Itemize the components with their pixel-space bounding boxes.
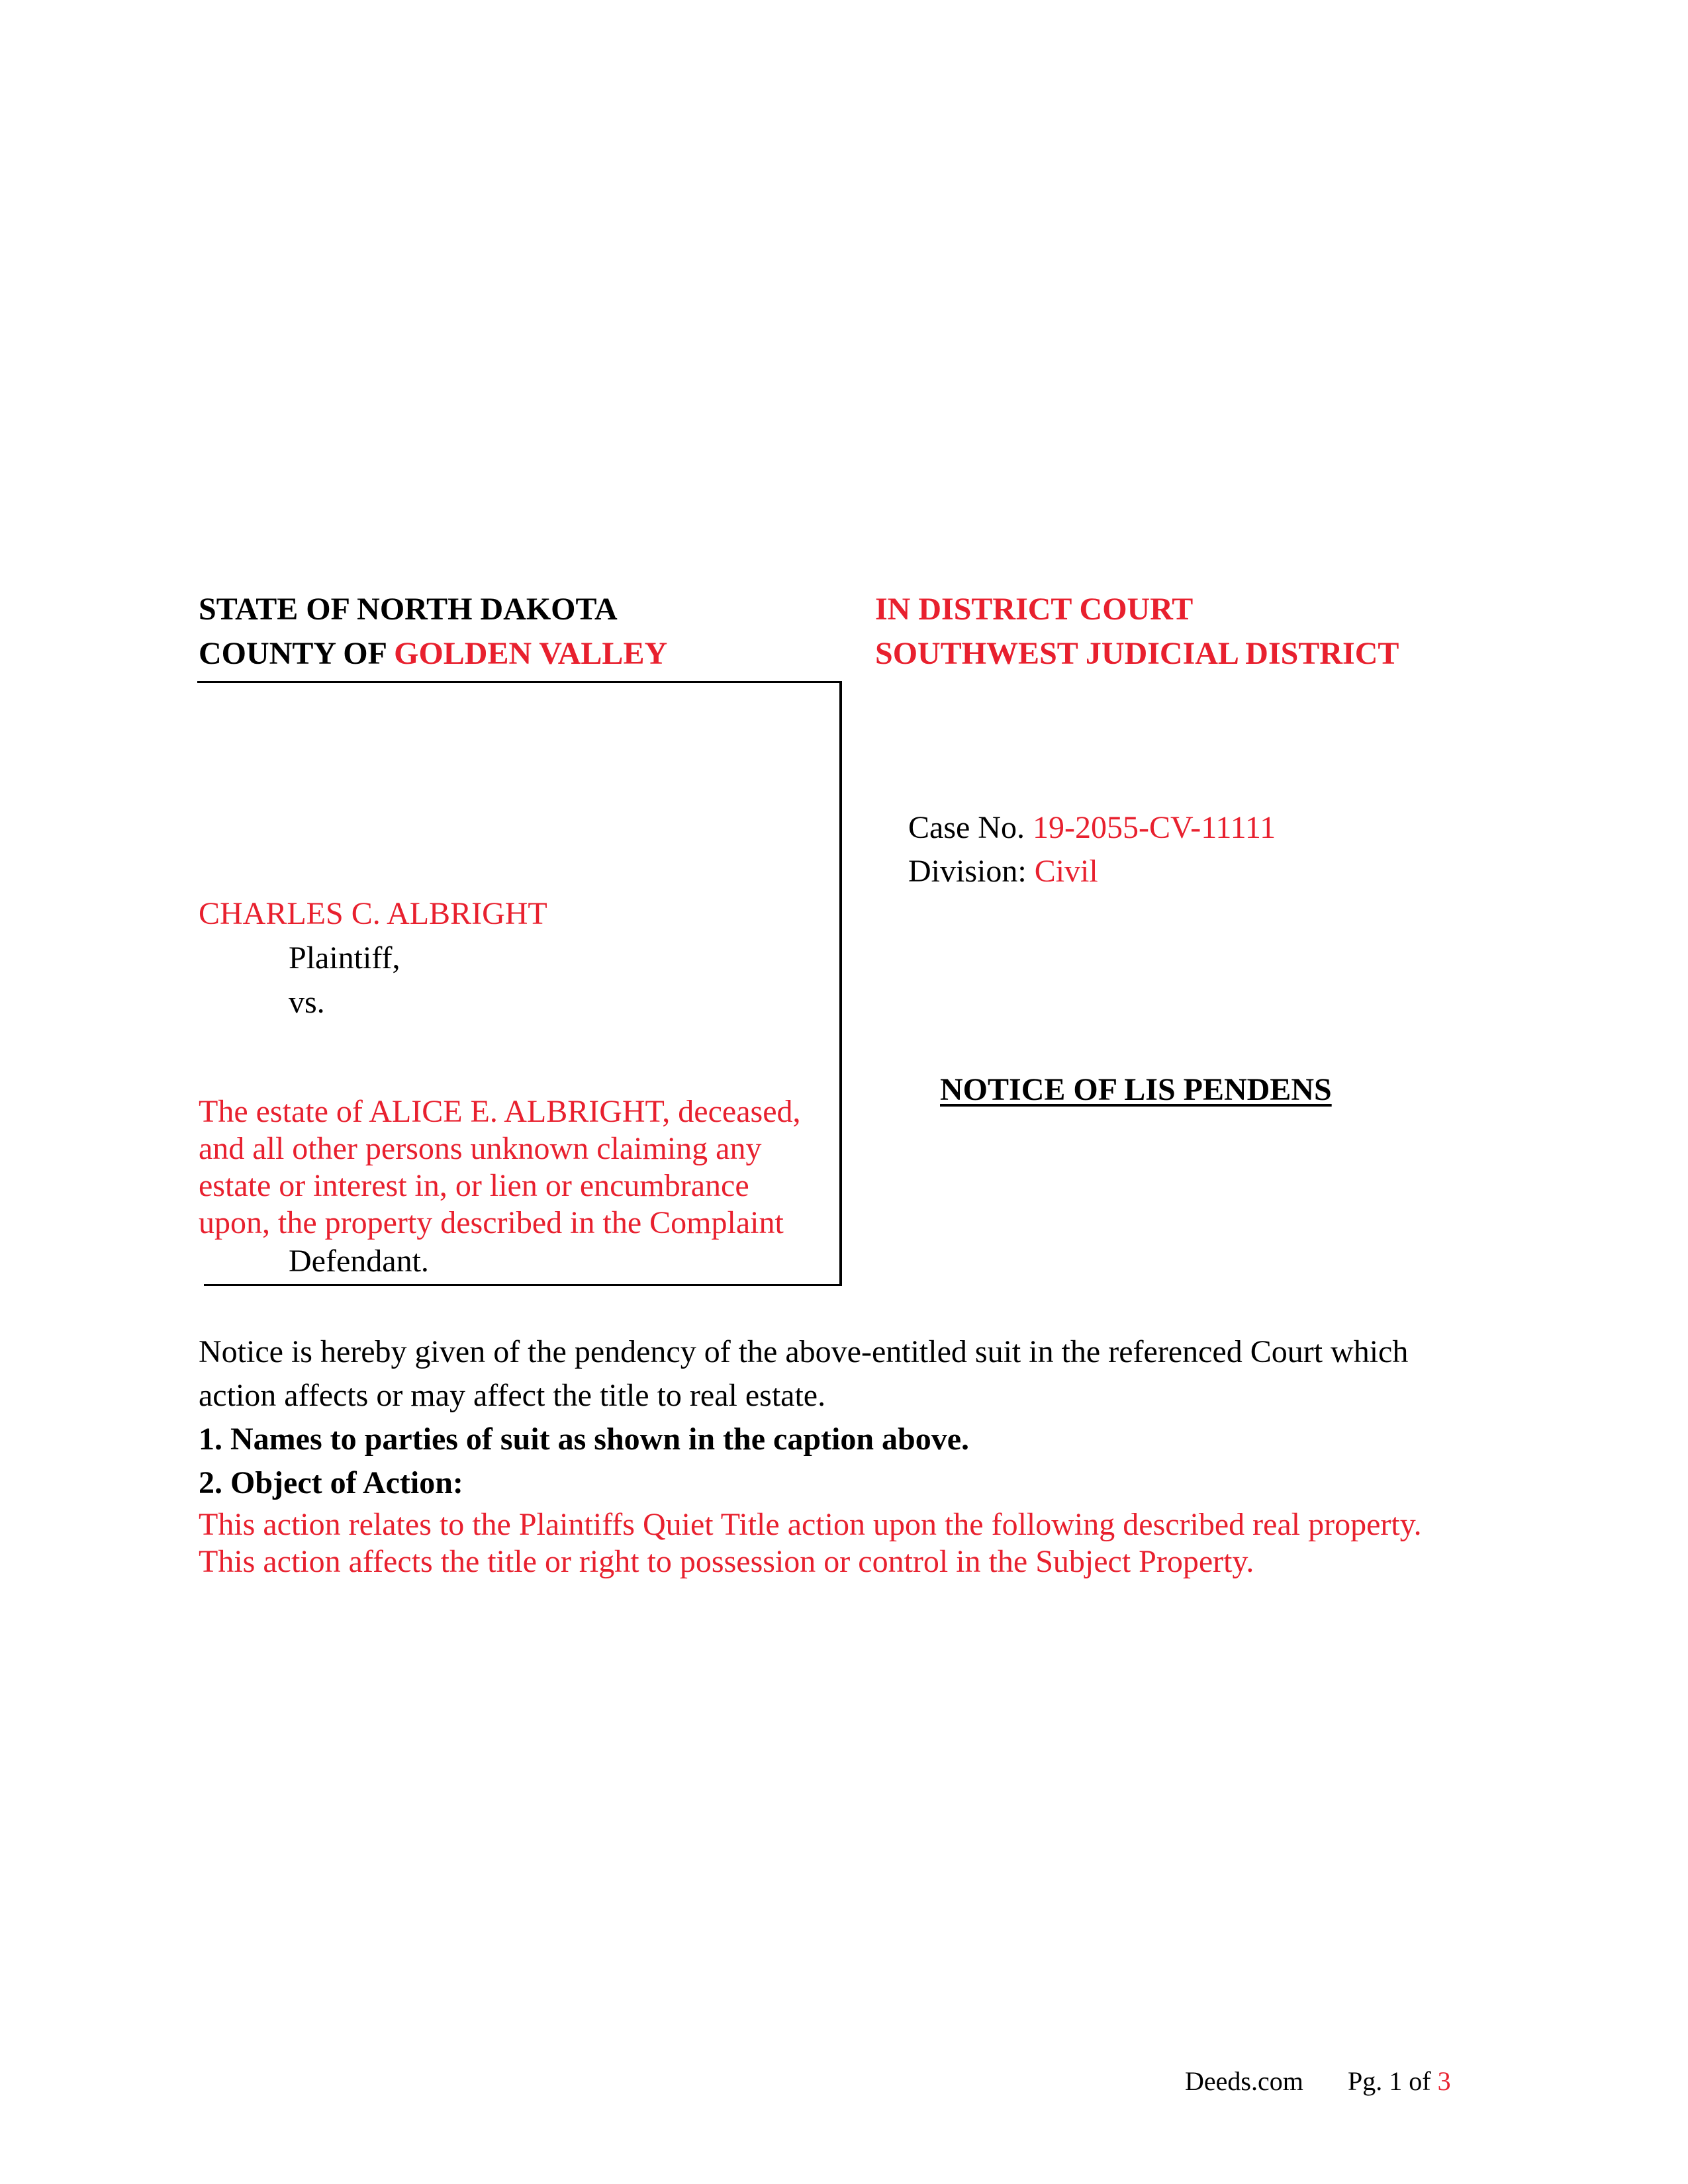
item-parties: 1. Names to parties of suit as shown in the caption above.: [199, 1422, 970, 1457]
county-label: COUNTY OF: [199, 636, 387, 671]
object-line: This action relates to the Plaintiffs Quiet Title action upon the following described real property.: [199, 1507, 1422, 1542]
versus-label: vs.: [289, 985, 325, 1020]
defendant-line: and all other persons unknown claiming any: [199, 1131, 762, 1166]
item-object: 2. Object of Action:: [199, 1465, 463, 1500]
defendant-label: Defendant.: [289, 1244, 429, 1279]
footer-brand: Deeds.com: [1185, 2066, 1303, 2096]
defendant-line: estate or interest in, or lien or encumbrance: [199, 1168, 749, 1203]
case-number: 19-2055-CV-11111: [1032, 810, 1276, 845]
case-number-line: [908, 806, 1276, 850]
caption-vertical-rule: [839, 683, 842, 1285]
notice-line-2: action affects or may affect the title to real estate.: [199, 1378, 826, 1413]
district-heading: SOUTHWEST JUDICIAL DISTRICT: [875, 636, 1399, 671]
county-heading: [199, 632, 667, 676]
page-current: 1: [1389, 2066, 1403, 2096]
defendant-line: The estate of ALICE E. ALBRIGHT, deceased,: [199, 1094, 801, 1129]
object-line: This action affects the title or right to possession or control in the Subject Property.: [199, 1544, 1254, 1579]
plaintiff-name: CHARLES C. ALBRIGHT: [199, 896, 547, 931]
division-label: Division:: [908, 854, 1027, 889]
caption-top-rule: [197, 681, 842, 683]
page-label: Pg.: [1348, 2066, 1383, 2096]
notice-line-1: Notice is hereby given of the pendency of the above-entitled suit in the referenced Court which: [199, 1334, 1409, 1369]
division-value: Civil: [1034, 854, 1098, 889]
page-of: of: [1409, 2066, 1431, 2096]
page-total: 3: [1437, 2066, 1451, 2096]
case-number-label: Case No.: [908, 810, 1025, 845]
state-heading: STATE OF NORTH DAKOTA: [199, 592, 618, 627]
court-heading: IN DISTRICT COURT: [875, 592, 1194, 627]
document-title: NOTICE OF LIS PENDENS: [940, 1072, 1332, 1107]
county-name: GOLDEN VALLEY: [394, 636, 668, 671]
division-line: [908, 850, 1098, 893]
defendant-names: [199, 1093, 801, 1242]
defendant-line: upon, the property described in the Complaint: [199, 1205, 784, 1240]
caption-bottom-rule: [204, 1284, 842, 1286]
page-number: [1348, 2065, 1451, 2098]
plaintiff-label: Plaintiff,: [289, 940, 400, 976]
object-text: [199, 1506, 1422, 1580]
